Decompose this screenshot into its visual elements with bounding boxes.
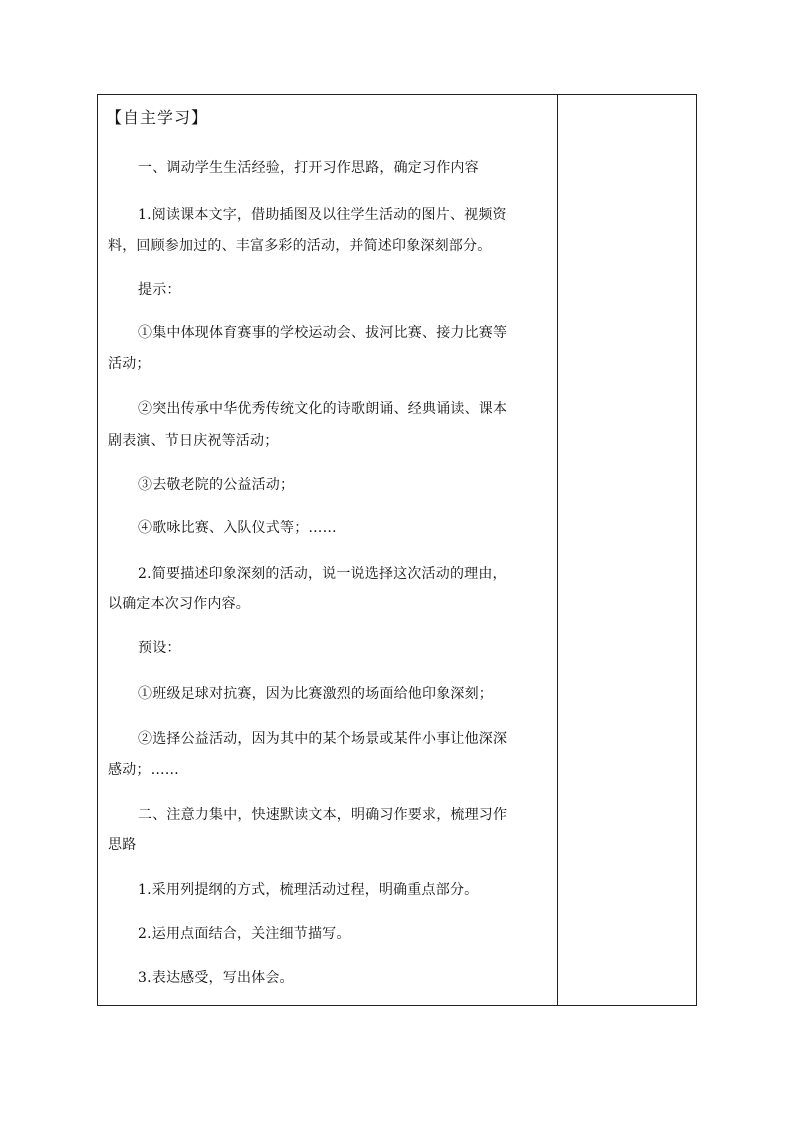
preset-item: 感动；…… bbox=[108, 762, 179, 778]
content-cell bbox=[98, 95, 558, 1005]
step-item: 3.表达感受，写出体会。 bbox=[138, 970, 294, 986]
lesson-table bbox=[97, 94, 697, 1006]
hint-item: ②突出传承中华优秀传统文化的诗歌朗诵、经典诵读、课本 bbox=[138, 401, 508, 417]
preset-label: 预设： bbox=[138, 640, 181, 656]
paragraph-line: 料，回顾参加过的、丰富多彩的活动，并简述印象深刻部分。 bbox=[108, 238, 492, 254]
hint-label: 提示： bbox=[138, 282, 181, 298]
hint-item: ③去敬老院的公益活动； bbox=[138, 477, 295, 493]
preset-item: ①班级足球对抗赛，因为比赛激烈的场面给他印象深刻； bbox=[138, 686, 493, 702]
hint-item: 剧表演、节日庆祝等活动； bbox=[108, 433, 279, 449]
paragraph-line: 1.阅读课本文字，借助插图及以往学生活动的图片、视频资 bbox=[138, 207, 507, 223]
heading-one: 一、调动学生生活经验，打开习作思路，确定习作内容 bbox=[138, 160, 479, 176]
heading-two: 思路 bbox=[108, 837, 137, 853]
paragraph-line: 2.简要描述印象深刻的活动，说一说选择这次活动的理由， bbox=[138, 566, 507, 582]
paragraph-line: 以确定本次习作内容。 bbox=[108, 596, 250, 612]
heading-two: 二、注意力集中，快速默读文本，明确习作要求，梳理习作 bbox=[138, 807, 508, 823]
hint-item: ④歌咏比赛、入队仪式等；…… bbox=[138, 520, 337, 536]
step-item: 2.运用点面结合，关注细节描写。 bbox=[138, 926, 351, 942]
notes-cell bbox=[558, 95, 696, 1005]
hint-item: ①集中体现体育赛事的学校运动会、拔河比赛、接力比赛等 bbox=[138, 325, 508, 341]
hint-item: 活动； bbox=[108, 356, 151, 372]
section-heading: 【自主学习】 bbox=[106, 108, 209, 127]
preset-item: ②选择公益活动，因为其中的某个场景或某件小事让他深深 bbox=[138, 731, 508, 747]
step-item: 1.采用列提纲的方式，梳理活动过程，明确重点部分。 bbox=[138, 882, 479, 898]
